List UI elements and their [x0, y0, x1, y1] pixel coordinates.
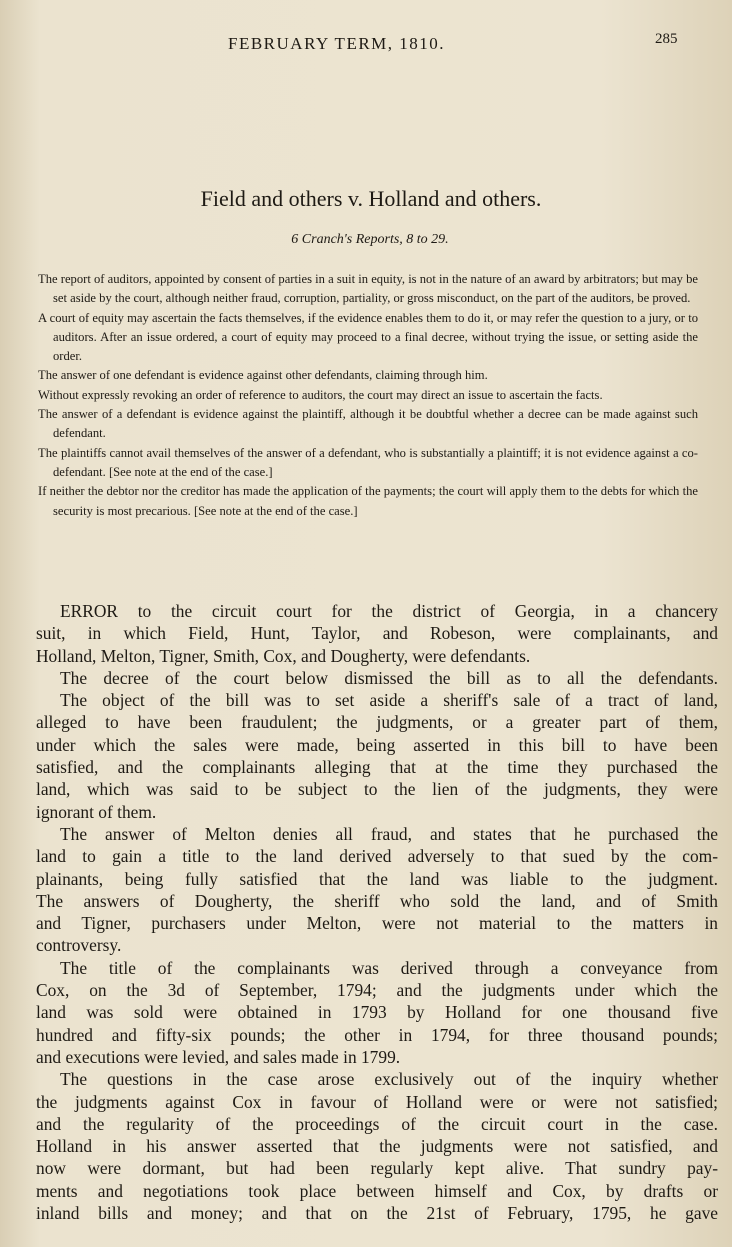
body-line: and executions were levied, and sales made in 1799.: [36, 1046, 401, 1067]
case-title: Field and others v. Holland and others.: [200, 186, 542, 211]
body-line: Holland in his answer asserted that the judgments were not satisfied, and: [36, 1136, 718, 1157]
body-line: plainants, being fully satisfied that the land was liable to the judgment.: [36, 868, 718, 889]
body-line: hundred and fifty-six pounds; the other in 1794, for three thousand pounds;: [36, 1024, 718, 1045]
body-line: and Tigner, purchasers under Melton, were not material to the matters in: [36, 913, 718, 934]
case-citation: 6 Cranch's Reports, 8 to 29.: [291, 232, 449, 247]
body-line: land, which was said to be subject to the lien of the judgments, they were: [36, 779, 718, 800]
body-line: inland bills and money; and that on the 21st of February, 1795, he gave: [36, 1203, 718, 1224]
body-line: under which the sales were made, being asserted in this bill to have been: [36, 734, 718, 755]
headnote: If neither the debtor nor the creditor has made the application of the payments; the court will apply them to the debts for which the security is most precarious. [See note at the end of the case.]: [38, 484, 698, 518]
body-line: The questions in the case arose exclusively out of the inquiry whether: [60, 1069, 718, 1090]
headnotes: [38, 270, 698, 521]
headnote: A court of equity may ascertain the facts themselves, if the evidence enables them to do it, or may refer the question to a jury, or to auditors. After an issue ordered, a court of equity may proceed to a final decree, without trying the issue, or setting aside the order.: [38, 310, 698, 364]
body-line: land was sold were obtained in 1793 by Holland for one thousand five: [36, 1002, 718, 1023]
body-line: and the regularity of the proceedings of the circuit court in the case.: [36, 1113, 718, 1134]
body-line: now were dormant, but had been regularly kept alive. That sundry pay-: [36, 1158, 718, 1179]
body-line: Holland, Melton, Tigner, Smith, Cox, and Dougherty, were defendants.: [36, 645, 531, 666]
body-line: suit, in which Field, Hunt, Taylor, and Robeson, were complainants, and: [36, 623, 718, 644]
headnote: The report of auditors, appointed by consent of parties in a suit in equity, is not in the nature of an award by arbitrators; but may be set aside by the court, although neither fraud, corruption, partiality, or gross misconduct, on the part of the auditors, be proved.: [38, 272, 698, 306]
body-line: controversy.: [36, 935, 122, 956]
body-line: The answer of Melton denies all fraud, and states that he purchased the: [60, 823, 718, 844]
body-line: land to gain a title to the land derived adversely to that sued by the com-: [36, 846, 718, 867]
body-line: ERROR to the circuit court for the district of Georgia, in a chancery: [60, 601, 718, 621]
body-line: The decree of the court below dismissed the bill as to all the defendants.: [60, 667, 718, 688]
body-text: [36, 600, 718, 1224]
term-heading: FEBRUARY TERM, 1810.: [228, 34, 446, 53]
body-line: The answers of Dougherty, the sheriff who sold the land, and of Smith: [36, 890, 718, 911]
headnote: The plaintiffs cannot avail themselves of the answer of a defendant, who is substantially a plaintiff; it is not evidence against a co-defendant. [See note at the end of the case.]: [38, 445, 698, 479]
body-line: Cox, on the 3d of September, 1794; and the judgments under which the: [36, 980, 718, 1001]
body-line: The object of the bill was to set aside a sheriff's sale of a tract of land,: [60, 690, 718, 711]
page-number: 285: [655, 31, 678, 47]
body-line: the judgments against Cox in favour of Holland were or were not satisfied;: [36, 1091, 718, 1112]
body-line: satisfied, and the complainants alleging that at the time they purchased the: [36, 757, 718, 778]
body-line: The title of the complainants was derived through a conveyance from: [60, 957, 718, 978]
running-header: [0, 31, 732, 58]
headnote: The answer of one defendant is evidence against other defendants, claiming through him.: [38, 368, 488, 383]
body-line: alleged to have been fraudulent; the judgments, or a greater part of them,: [36, 712, 718, 733]
body-line: ments and negotiations took place between himself and Cox, by drafts or: [36, 1180, 718, 1201]
headnote: Without expressly revoking an order of reference to auditors, the court may direct an issue to ascertain the facts.: [38, 387, 603, 402]
headnote: The answer of a defendant is evidence against the plaintiff, although it be doubtful whether a decree can be made against such defendant.: [38, 407, 698, 441]
body-line: ignorant of them.: [36, 801, 157, 822]
